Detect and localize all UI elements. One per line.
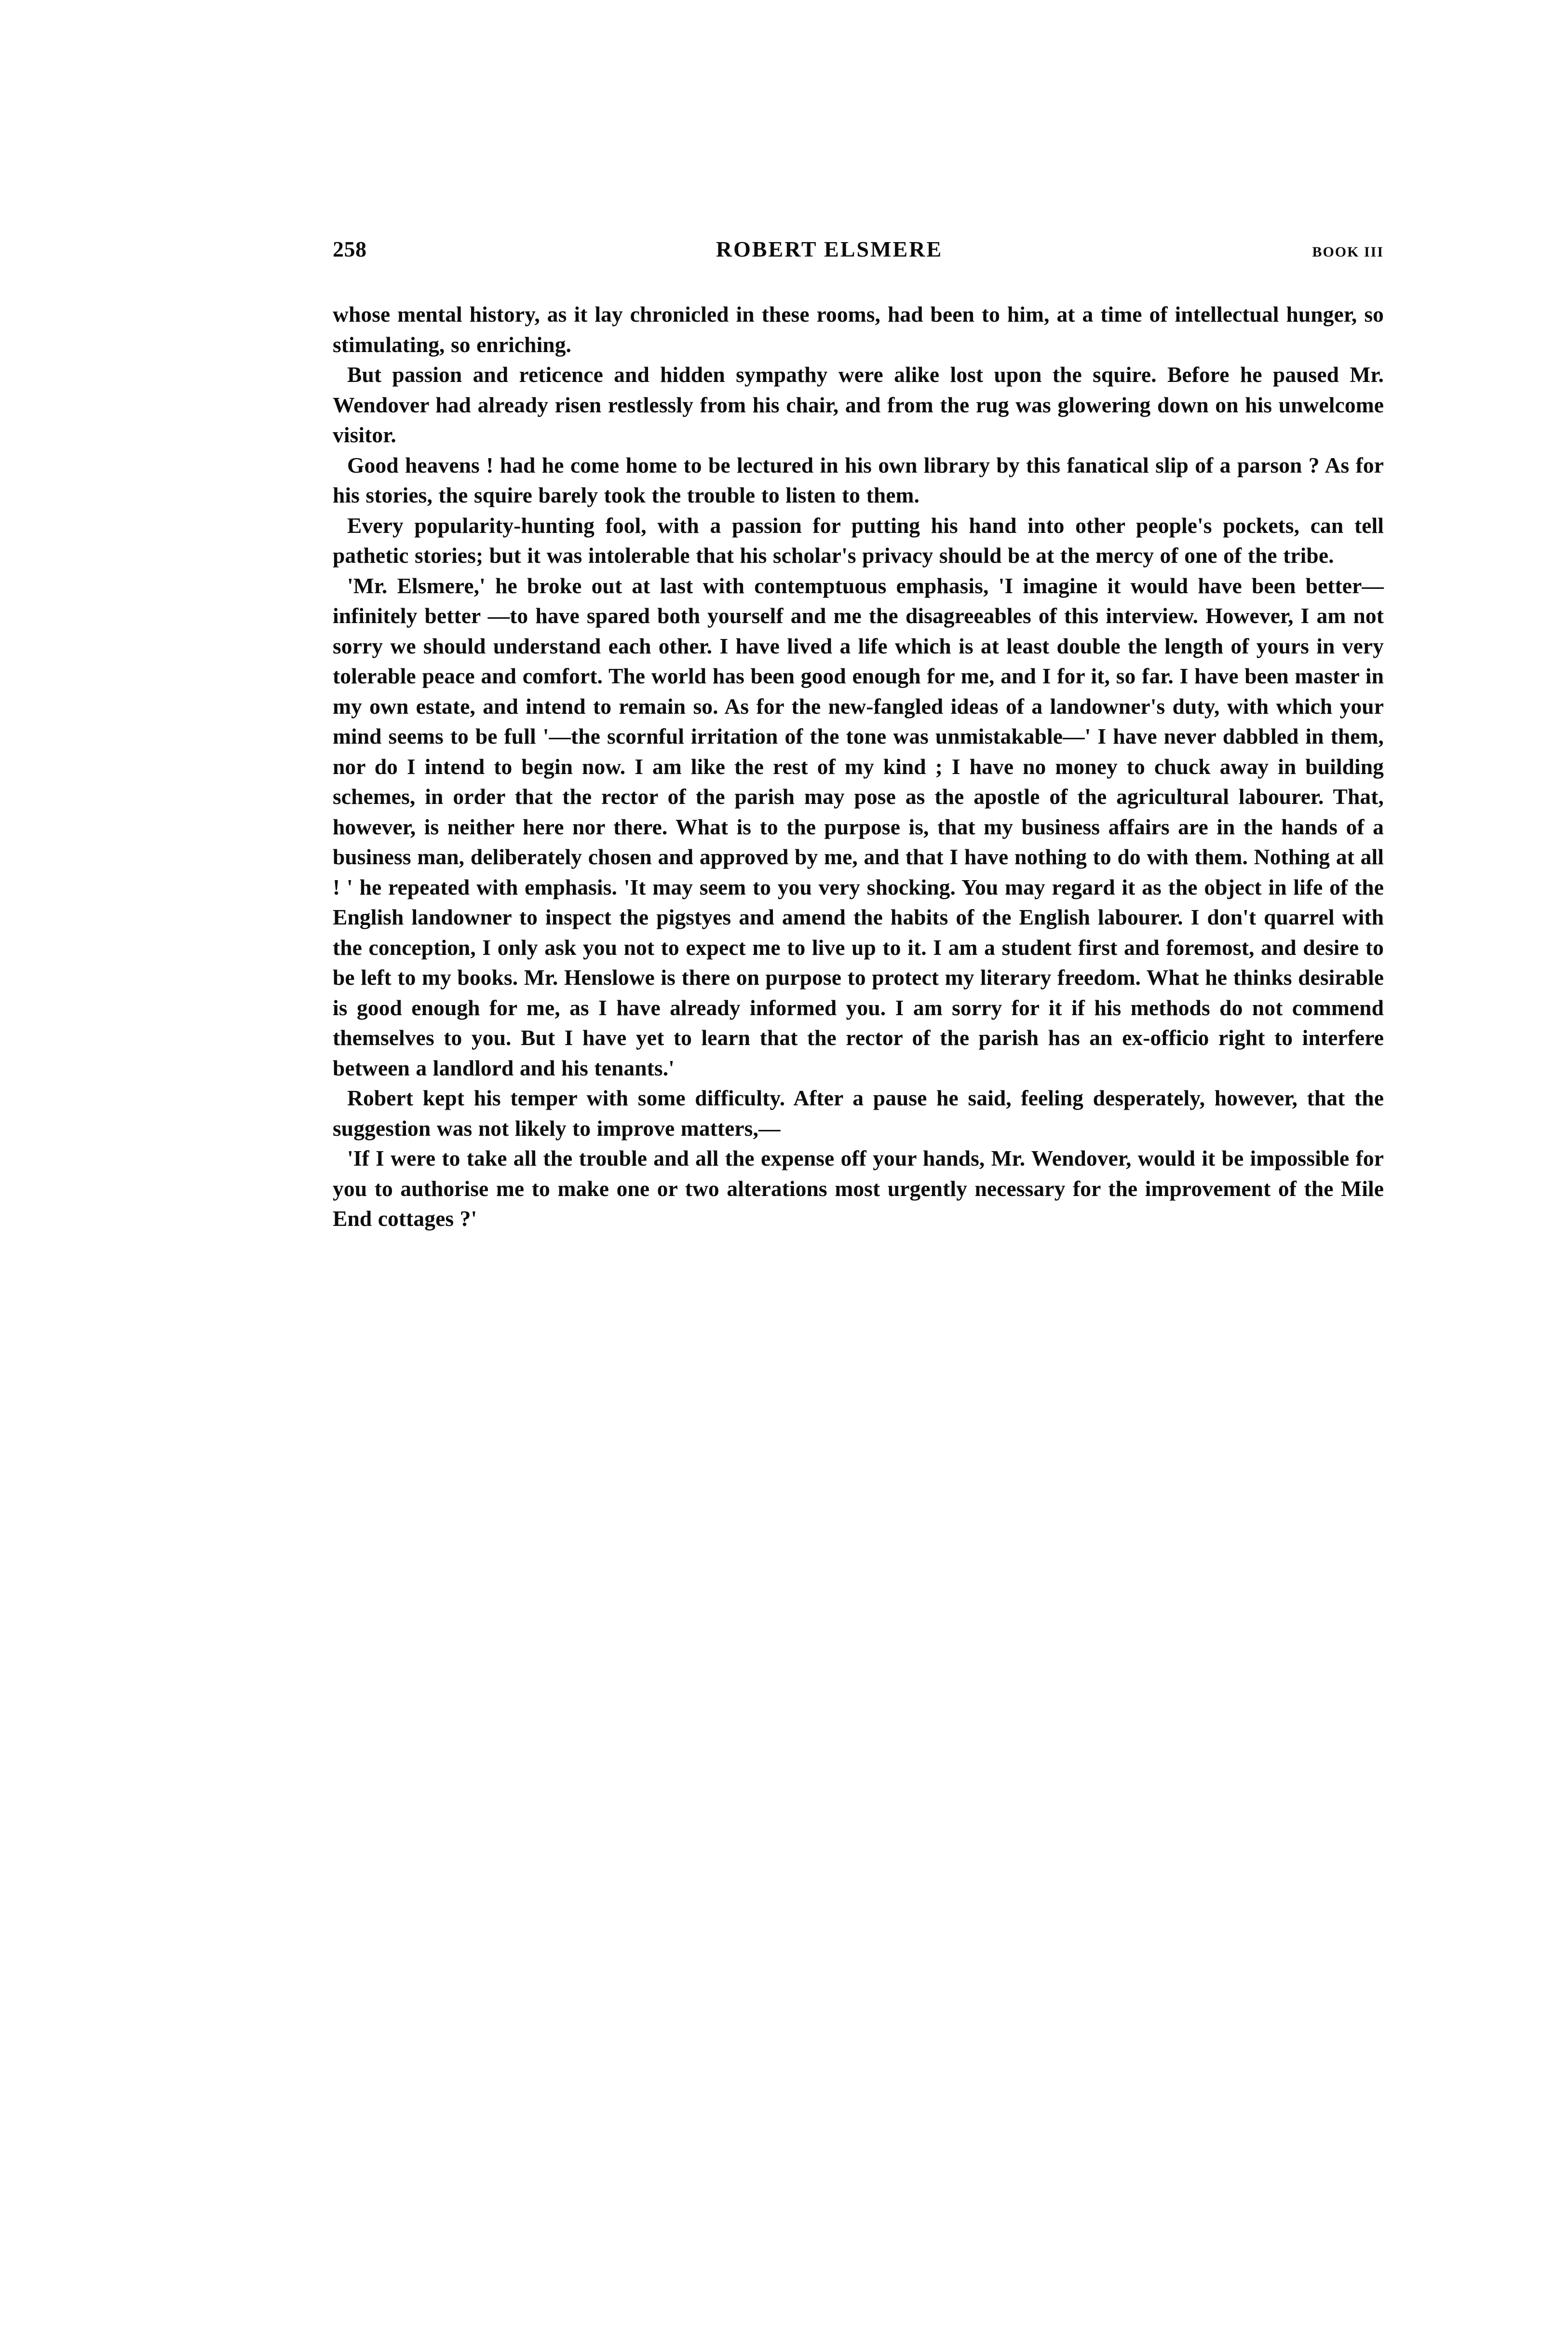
paragraph: But passion and reticence and hidden sympathy were alike lost upon the squire. Before he paused Mr. Wendover had already risen restlessly from his chair, and from the rug was glowering down on his unwelcome visitor. <box>333 362 1384 447</box>
page-number: 258 <box>333 237 367 261</box>
running-head <box>333 236 1384 262</box>
paragraph: Robert kept his temper with some difficulty. After a pause he said, feeling desperately, however, that the suggestion was not likely to improve matters,— <box>333 1086 1384 1141</box>
paragraph: 'Mr. Elsmere,' he broke out at last with contemptuous emphasis, 'I imagine it would have been better—infinitely better —to have spared both yourself and me the disagreeables of this interview. However, I am not sorry we should understand each other. I have lived a life which is at least double the length of yours in very tolerable peace and comfort. The world has been good enough for me, and I for it, so far. I have been master in my own estate, and intend to remain so. As for the new-fangled ideas of a landowner's duty, with which your mind seems to be full '—the scornful irritation of the tone was unmistakable—' I have never dabbled in them, nor do I intend to begin now. I am like the rest of my kind ; I have no money to chuck away in building schemes, in order that the rector of the parish may pose as the apostle of the agricultural labourer. That, however, is neither here nor there. What is to the purpose is, that my business affairs are in the hands of a business man, deliberately chosen and approved by me, and that I have nothing to do with them. Nothing at all ! ' he repeated with emphasis. 'It may seem to you very shocking. You may regard it as the object in life of the English landowner to inspect the pigstyes and amend the habits of the English labourer. I don't quarrel with the conception, I only ask you not to expect me to live up to it. I am a student first and foremost, and desire to be left to my books. Mr. Henslowe is there on purpose to protect my literary freedom. What he thinks desirable is good enough for me, as I have already informed you. I am sorry for it if his methods do not commend themselves to you. But I have yet to learn that the rector of the parish has an ex-officio right to interfere between a landlord and his tenants.' <box>333 573 1384 1080</box>
paragraph: Good heavens ! had he come home to be lectured in his own library by this fanatical slip of a parson ? As for his stories, the squire barely took the trouble to listen to them. <box>333 452 1384 507</box>
paragraph: whose mental history, as it lay chronicled in these rooms, had been to him, at a time of intellectual hunger, so stimulating, so enriching. <box>333 302 1384 357</box>
paragraph: 'If I were to take all the trouble and all the expense off your hands, Mr. Wendover, would it be impossible for you to authorise me to make one or two alterations most urgently necessary for the improvement of the Mile End cottages ?' <box>333 1146 1384 1231</box>
book-label: BOOK III <box>1312 244 1384 260</box>
running-title: ROBERT ELSMERE <box>716 237 943 261</box>
paragraph: Every popularity-hunting fool, with a passion for putting his hand into other people's pockets, can tell pathetic stories; but it was intolerable that his scholar's privacy should be at the mercy of one of the tribe. <box>333 513 1384 568</box>
body-text <box>333 299 1384 1234</box>
page-content <box>333 236 1384 1234</box>
